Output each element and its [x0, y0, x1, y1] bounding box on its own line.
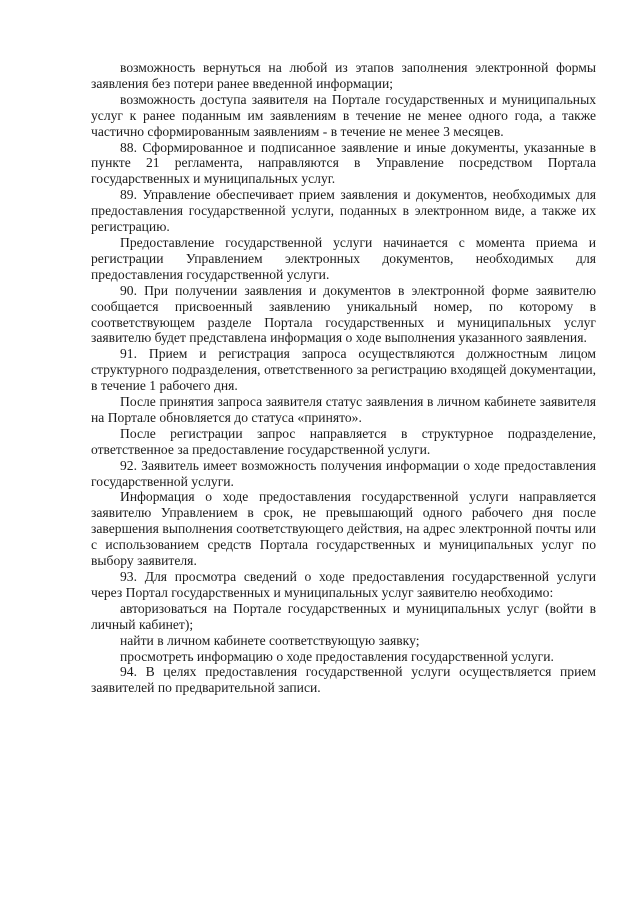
paragraph-92: 92. Заявитель имеет возможность получения информации о ходе предоставления государственной услуги. [91, 457, 596, 489]
paragraph: возможность вернуться на любой из этапов заполнения электронной формы заявления без потери ранее введенной информации; [91, 60, 596, 91]
document-page [91, 60, 596, 696]
paragraph-88: 88. Сформированное и подписанное заявление и иные документы, указанные в пункте 21 регламента, направляются в Управление посредством Портала государственных и муниципальных услуг. [91, 139, 596, 187]
paragraph: возможность доступа заявителя на Портале государственных и муниципальных услуг к ранее поданным им заявлениям в течение не менее одного года, а также частично сформированным заявлениям - в течение не менее 3 месяцев. [91, 91, 596, 139]
paragraph: Информация о ходе предоставления государственной услуги направляется заявителю Управлением в срок, не превышающий одного рабочего дня после завершения выполнения соответствующего действия, на адрес электронной почты или с использованием средств Портала государственных и муниципальных услуг по выбору заявителя. [91, 489, 596, 569]
paragraph: После принятия запроса заявителя статус заявления в личном кабинете заявителя на Портале обновляется до статуса «принято». [91, 394, 596, 425]
paragraph-90: 90. При получении заявления и документов в электронной форме заявителю сообщается присвоенный заявлению уникальный номер, по которому в соответствующем разделе Портала государственных и муниципальных услуг заявителю будет представлена информация о ходе выполнения указанного заявления. [91, 282, 596, 346]
paragraph: После регистрации запрос направляется в структурное подразделение, ответственное за предоставление государственной услуги. [91, 425, 596, 457]
paragraph-93: 93. Для просмотра сведений о ходе предоставления государственной услуги через Портал государственных и муниципальных услуг заявителю необходимо: [91, 569, 596, 600]
paragraph-89: 89. Управление обеспечивает прием заявления и документов, необходимых для предоставления государственной услуги, поданных в электронном виде, а также их регистрацию. [91, 187, 596, 235]
paragraph-94: 94. В целях предоставления государственной услуги осуществляется прием заявителей по предварительной записи. [91, 664, 596, 696]
paragraph: найти в личном кабинете соответствующую заявку; [120, 632, 420, 648]
paragraph: просмотреть информацию о ходе предоставления государственной услуги. [120, 648, 554, 664]
paragraph-91: 91. Прием и регистрация запроса осуществляются должностным лицом структурного подразделения, ответственного за регистрацию входящей документации, в течение 1 рабочего дня. [91, 346, 596, 394]
paragraph: Предоставление государственной услуги начинается с момента приема и регистрации Управлением электронных документов, необходимых для предоставления государственной услуги. [91, 234, 596, 282]
paragraph: авторизоваться на Портале государственных и муниципальных услуг (войти в личный кабинет); [91, 600, 596, 632]
